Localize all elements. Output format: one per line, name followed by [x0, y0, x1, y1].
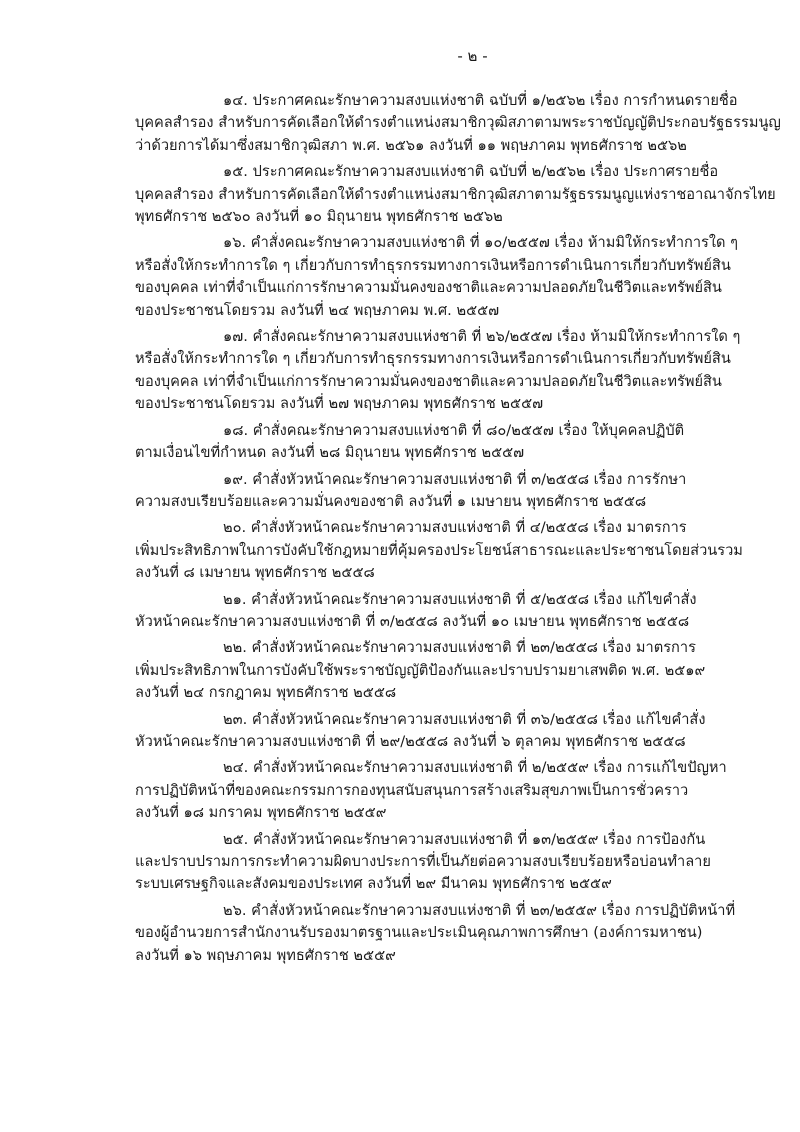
- item-line: การปฏิบัติหน้าที่ของคณะกรรมการกองทุนสนับสนุนการสร้างเสริมสุขภาพเป็นการชั่วคราว: [135, 781, 689, 799]
- item-line: หรือสั่งให้กระทำการใด ๆ เกี่ยวกับการทำธุรกรรมทางการเงินหรือการดำเนินการเกี่ยวกับทรัพย์สิน: [135, 256, 731, 274]
- item-line: ตามเงื่อนไขที่กำหนด ลงวันที่ ๒๘ มิถุนายน พุทธศักราช ๒๕๕๗: [135, 444, 525, 462]
- item-line: ๒๔. คำสั่งหัวหน้าคณะรักษาความสงบแห่งชาติ ที่ ๒/๒๕๕๙ เรื่อง การแก้ไขปัญหา: [223, 759, 727, 777]
- list-item: [135, 757, 727, 824]
- item-line: ๑๔. ประกาศคณะรักษาความสงบแห่งชาติ ฉบับที่ ๑/๒๕๖๒ เรื่อง การกำหนดรายชื่อ: [223, 92, 738, 109]
- item-line: ว่าด้วยการได้มาซึ่งสมาชิกวุฒิสภา พ.ศ. ๒๕๖๑ ลงวันที่ ๑๑ พฤษภาคม พุทธศักราช ๒๕๖๒: [135, 136, 687, 154]
- list-item: [135, 589, 697, 634]
- item-line: ๒๓. คำสั่งหัวหน้าคณะรักษาความสงบแห่งชาติ ที่ ๓๖/๒๕๕๘ เรื่อง แก้ไขคำสั่ง: [223, 710, 706, 728]
- list-item: [135, 829, 711, 896]
- item-line: ลงวันที่ ๘ เมษายน พุทธศักราช ๒๕๕๘: [135, 564, 375, 582]
- list-item: [135, 326, 741, 416]
- item-line: หัวหน้าคณะรักษาความสงบแห่งชาติ ที่ ๒๙/๒๕๕๘ ลงวันที่ ๖ ตุลาคม พุทธศักราช ๒๕๕๘: [135, 732, 686, 750]
- item-line: ของผู้อำนวยการสำนักงานรับรองมาตรฐานและประเมินคุณภาพการศึกษา (องค์การมหาชน): [135, 924, 703, 942]
- item-line: และปราบปรามการกระทำความผิดบางประการที่เป็นภัยต่อความสงบเรียบร้อยหรือบ่อนทำลาย: [135, 853, 711, 870]
- list-item: [135, 90, 781, 157]
- item-line: ๑๕. ประกาศคณะรักษาความสงบแห่งชาติ ฉบับที่ ๒/๒๕๖๒ เรื่อง ประกาศรายชื่อ: [223, 163, 719, 181]
- item-line: ลงวันที่ ๑๖ พฤษภาคม พุทธศักราช ๒๕๕๙: [135, 946, 396, 964]
- item-line: ลงวันที่ ๒๔ กรกฎาคม พุทธศักราช ๒๕๕๘: [135, 684, 397, 702]
- list-item: [135, 161, 776, 228]
- item-line: บุคคลสำรอง สำหรับการคัดเลือกให้ดำรงตำแหน่งสมาชิกวุฒิสภาตามพระราชบัญญัติประกอบรัฐธรรมนูญ: [135, 114, 781, 132]
- list-item: [135, 420, 690, 465]
- item-line: ของประชาชนโดยรวม ลงวันที่ ๒๔ พฤษภาคม พ.ศ. ๒๕๕๗: [135, 301, 500, 319]
- item-line: พุทธศักราช ๒๕๖๐ ลงวันที่ ๑๐ มิถุนายน พุทธศักราช ๒๕๖๒: [135, 208, 503, 226]
- list-item: [135, 469, 690, 514]
- item-line: ๒๐. คำสั่งหัวหน้าคณะรักษาความสงบแห่งชาติ ที่ ๔/๒๕๕๘ เรื่อง มาตรการ: [223, 519, 687, 537]
- item-line: เพิ่มประสิทธิภาพในการบังคับใช้กฎหมายที่คุ้มครองประโยชน์สาธารณะและประชาชนโดยส่วนรวม: [135, 541, 743, 559]
- list-item: [135, 637, 706, 704]
- item-line: ของประชาชนโดยรวม ลงวันที่ ๒๗ พฤษภาคม พุทธศักราช ๒๕๕๗: [135, 395, 544, 413]
- item-line: ๒๒. คำสั่งหัวหน้าคณะรักษาความสงบแห่งชาติ ที่ ๒๓/๒๕๕๘ เรื่อง มาตรการ: [223, 639, 696, 657]
- item-line: ระบบเศรษฐกิจและสังคมของประเทศ ลงวันที่ ๒๙ มีนาคม พุทธศักราช ๒๕๕๙: [135, 875, 612, 893]
- list-item: [135, 709, 706, 754]
- item-line: ๑๗. คำสั่งคณะรักษาความสงบแห่งชาติ ที่ ๒๖/๒๕๕๗ เรื่อง ห้ามมิให้กระทำการใด ๆ: [223, 328, 741, 346]
- item-line: เพิ่มประสิทธิภาพในการบังคับใช้พระราชบัญญัติป้องกันและปราบปรามยาเสพติด พ.ศ. ๒๕๑๙: [135, 661, 706, 679]
- page-number: - ๒ -: [457, 47, 488, 65]
- list-item: [135, 517, 743, 584]
- item-line: หัวหน้าคณะรักษาความสงบแห่งชาติ ที่ ๓/๒๕๕๘ ลงวันที่ ๑๐ เมษายน พุทธศักราช ๒๕๕๘: [135, 612, 690, 630]
- item-line: ๒๕. คำสั่งหัวหน้าคณะรักษาความสงบแห่งชาติ ที่ ๑๓/๒๕๕๙ เรื่อง การป้องกัน: [223, 830, 706, 848]
- item-line: ลงวันที่ ๑๘ มกราคม พุทธศักราช ๒๕๕๙: [135, 804, 387, 822]
- item-line: ของบุคคล เท่าที่จำเป็นแก่การรักษาความมั่นคงของชาติและความปลอดภัยในชีวิตและทรัพย์สิน: [135, 372, 722, 390]
- item-line: หรือสั่งให้กระทำการใด ๆ เกี่ยวกับการทำธุรกรรมทางการเงินหรือการดำเนินการเกี่ยวกับทรัพย์สิน: [135, 350, 731, 368]
- list-item: [135, 900, 736, 967]
- item-line: ความสงบเรียบร้อยและความมั่นคงของชาติ ลงวันที่ ๑ เมษายน พุทธศักราช ๒๕๕๘: [135, 492, 647, 510]
- item-line: ๒๑. คำสั่งหัวหน้าคณะรักษาความสงบแห่งชาติ ที่ ๕/๒๕๕๘ เรื่อง แก้ไขคำสั่ง: [223, 590, 697, 608]
- item-line: ๒๖. คำสั่งหัวหน้าคณะรักษาความสงบแห่งชาติ ที่ ๒๓/๒๕๕๙ เรื่อง การปฏิบัติหน้าที่: [223, 901, 736, 919]
- item-line: บุคคลสำรอง สำหรับการคัดเลือกให้ดำรงตำแหน่งสมาชิกวุฒิสภาตามรัฐธรรมนูญแห่งราชอาณาจักรไทย: [135, 185, 776, 203]
- list-item: [135, 232, 738, 322]
- item-line: ๑๘. คำสั่งคณะรักษาความสงบแห่งชาติ ที่ ๘๐/๒๕๕๗ เรื่อง ให้บุคคลปฏิบัติ: [223, 421, 685, 439]
- item-line: ๑๙. คำสั่งหัวหน้าคณะรักษาความสงบแห่งชาติ ที่ ๓/๒๕๕๘ เรื่อง การรักษา: [223, 470, 687, 488]
- item-line: ของบุคคล เท่าที่จำเป็นแก่การรักษาความมั่นคงของชาติและความปลอดภัยในชีวิตและทรัพย์สิน: [135, 279, 722, 297]
- order-list: [135, 90, 781, 967]
- item-line: ๑๖. คำสั่งคณะรักษาความสงบแห่งชาติ ที่ ๑๐/๒๕๕๗ เรื่อง ห้ามมิให้กระทำการใด ๆ: [223, 234, 738, 252]
